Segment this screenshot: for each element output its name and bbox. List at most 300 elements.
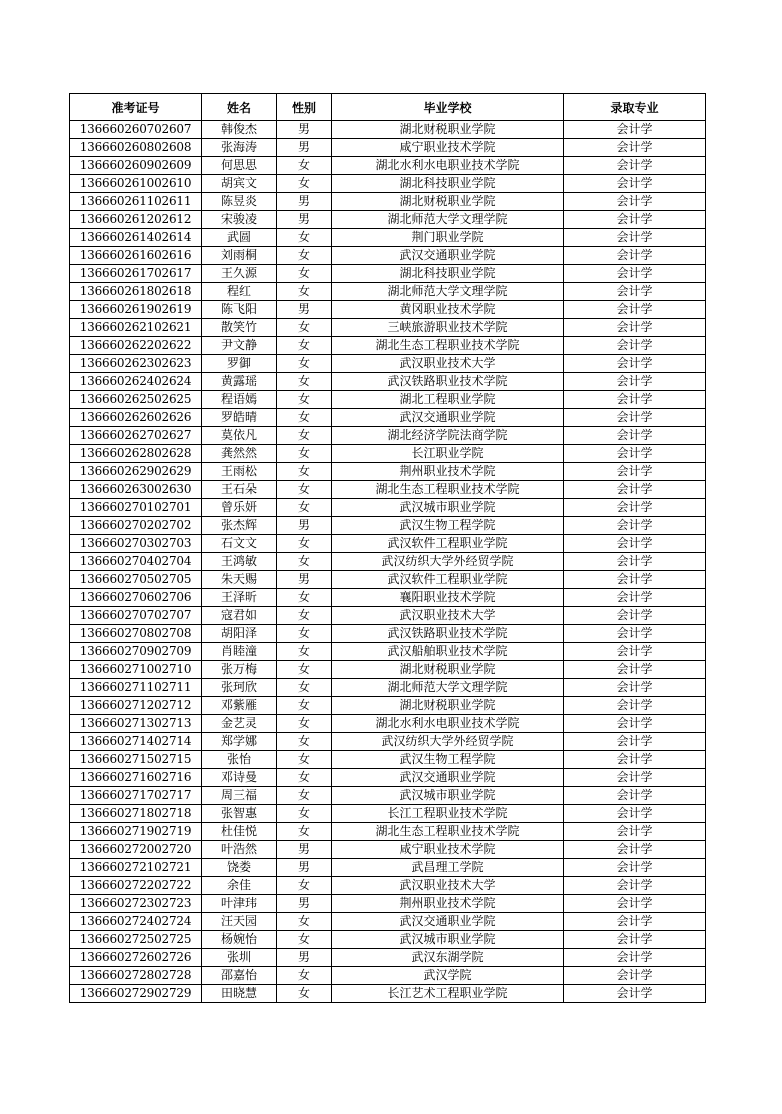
school-cell: 湖北工程职业学院 — [332, 391, 564, 409]
school-cell: 湖北师范大学文理学院 — [332, 283, 564, 301]
major-cell: 会计学 — [564, 481, 706, 499]
name-cell: 王雨松 — [202, 463, 277, 481]
table-row — [70, 463, 706, 481]
exam-id-cell: 136660271002710 — [70, 661, 202, 679]
name-cell: 王石朵 — [202, 481, 277, 499]
name-cell: 胡宾文 — [202, 175, 277, 193]
name-cell: 石文文 — [202, 535, 277, 553]
school-cell: 湖北师范大学文理学院 — [332, 211, 564, 229]
table-row — [70, 769, 706, 787]
gender-cell: 男 — [277, 517, 332, 535]
gender-cell: 女 — [277, 643, 332, 661]
exam-id-cell: 136660270302703 — [70, 535, 202, 553]
name-cell: 胡阳泽 — [202, 625, 277, 643]
table-row — [70, 301, 706, 319]
table-row — [70, 625, 706, 643]
gender-cell: 男 — [277, 139, 332, 157]
school-cell: 三峡旅游职业技术学院 — [332, 319, 564, 337]
exam-id-cell: 136660271902719 — [70, 823, 202, 841]
exam-id-cell: 136660262802628 — [70, 445, 202, 463]
name-cell: 罗御 — [202, 355, 277, 373]
gender-cell: 女 — [277, 229, 332, 247]
major-cell: 会计学 — [564, 139, 706, 157]
major-cell: 会计学 — [564, 949, 706, 967]
exam-id-cell: 136660271502715 — [70, 751, 202, 769]
table-row — [70, 949, 706, 967]
school-cell: 武汉交通职业学院 — [332, 769, 564, 787]
exam-id-cell: 136660271102711 — [70, 679, 202, 697]
exam-id-cell: 136660272302723 — [70, 895, 202, 913]
name-cell: 张珂欣 — [202, 679, 277, 697]
name-cell: 王鸿敏 — [202, 553, 277, 571]
exam-id-cell: 136660261602616 — [70, 247, 202, 265]
name-cell: 莫依凡 — [202, 427, 277, 445]
major-cell: 会计学 — [564, 265, 706, 283]
gender-cell: 女 — [277, 445, 332, 463]
school-cell: 武汉纺织大学外经贸学院 — [332, 553, 564, 571]
name-cell: 寇君如 — [202, 607, 277, 625]
name-cell: 张海涛 — [202, 139, 277, 157]
name-cell: 韩俊杰 — [202, 121, 277, 139]
table-row — [70, 895, 706, 913]
school-cell: 湖北水利水电职业技术学院 — [332, 715, 564, 733]
major-cell: 会计学 — [564, 877, 706, 895]
table-row — [70, 805, 706, 823]
gender-cell: 女 — [277, 805, 332, 823]
name-cell: 程红 — [202, 283, 277, 301]
name-cell: 何思思 — [202, 157, 277, 175]
major-cell: 会计学 — [564, 535, 706, 553]
exam-id-cell: 136660272402724 — [70, 913, 202, 931]
school-cell: 荆州职业技术学院 — [332, 463, 564, 481]
school-cell: 湖北财税职业学院 — [332, 121, 564, 139]
school-cell: 武昌理工学院 — [332, 859, 564, 877]
name-cell: 龚然然 — [202, 445, 277, 463]
name-cell: 邵嘉怡 — [202, 967, 277, 985]
exam-id-cell: 136660270802708 — [70, 625, 202, 643]
gender-cell: 女 — [277, 319, 332, 337]
gender-cell: 女 — [277, 157, 332, 175]
name-cell: 张智惠 — [202, 805, 277, 823]
exam-id-cell: 136660262902629 — [70, 463, 202, 481]
table-row — [70, 517, 706, 535]
table-row — [70, 139, 706, 157]
admission-list — [69, 93, 705, 1003]
name-cell: 程语嫣 — [202, 391, 277, 409]
exam-id-cell: 136660271702717 — [70, 787, 202, 805]
table-row — [70, 553, 706, 571]
table-row — [70, 121, 706, 139]
major-cell: 会计学 — [564, 445, 706, 463]
exam-id-cell: 136660261102611 — [70, 193, 202, 211]
school-cell: 武汉船舶职业技术学院 — [332, 643, 564, 661]
school-cell: 武汉东湖学院 — [332, 949, 564, 967]
name-cell: 张怡 — [202, 751, 277, 769]
school-cell: 武汉职业技术大学 — [332, 355, 564, 373]
major-cell: 会计学 — [564, 913, 706, 931]
school-cell: 湖北科技职业学院 — [332, 265, 564, 283]
name-cell: 黄露瑶 — [202, 373, 277, 391]
school-cell: 咸宁职业技术学院 — [332, 139, 564, 157]
name-cell: 刘雨桐 — [202, 247, 277, 265]
table-row — [70, 913, 706, 931]
school-cell: 湖北生态工程职业技术学院 — [332, 337, 564, 355]
table-row — [70, 715, 706, 733]
gender-cell: 女 — [277, 265, 332, 283]
exam-id-cell: 136660270202702 — [70, 517, 202, 535]
header-row — [70, 94, 706, 121]
exam-id-cell: 136660261202612 — [70, 211, 202, 229]
table-row — [70, 643, 706, 661]
name-cell: 饶娄 — [202, 859, 277, 877]
school-cell: 武汉城市职业学院 — [332, 499, 564, 517]
name-cell: 陈昱炎 — [202, 193, 277, 211]
major-cell: 会计学 — [564, 427, 706, 445]
name-cell: 王泽昕 — [202, 589, 277, 607]
major-cell: 会计学 — [564, 175, 706, 193]
name-cell: 叶浩然 — [202, 841, 277, 859]
major-cell: 会计学 — [564, 643, 706, 661]
gender-cell: 女 — [277, 769, 332, 787]
school-cell: 武汉软件工程职业学院 — [332, 535, 564, 553]
major-cell: 会计学 — [564, 589, 706, 607]
major-cell: 会计学 — [564, 715, 706, 733]
major-cell: 会计学 — [564, 967, 706, 985]
table-row — [70, 967, 706, 985]
gender-cell: 女 — [277, 967, 332, 985]
major-cell: 会计学 — [564, 805, 706, 823]
name-cell: 罗皓晴 — [202, 409, 277, 427]
school-cell: 武汉生物工程学院 — [332, 517, 564, 535]
gender-cell: 女 — [277, 589, 332, 607]
major-cell: 会计学 — [564, 355, 706, 373]
name-cell: 杨婉怡 — [202, 931, 277, 949]
gender-cell: 男 — [277, 121, 332, 139]
gender-cell: 女 — [277, 913, 332, 931]
name-cell: 曾乐妍 — [202, 499, 277, 517]
major-cell: 会计学 — [564, 553, 706, 571]
exam-id-cell: 136660270702707 — [70, 607, 202, 625]
name-cell: 田晓慧 — [202, 985, 277, 1003]
name-cell: 金艺灵 — [202, 715, 277, 733]
gender-cell: 男 — [277, 895, 332, 913]
major-cell: 会计学 — [564, 319, 706, 337]
exam-id-cell: 136660271302713 — [70, 715, 202, 733]
major-cell: 会计学 — [564, 985, 706, 1003]
major-cell: 会计学 — [564, 895, 706, 913]
major-cell: 会计学 — [564, 373, 706, 391]
school-cell: 武汉铁路职业技术学院 — [332, 625, 564, 643]
exam-id-cell: 136660263002630 — [70, 481, 202, 499]
school-cell: 武汉职业技术大学 — [332, 607, 564, 625]
exam-id-cell: 136660262202622 — [70, 337, 202, 355]
school-cell: 湖北财税职业学院 — [332, 697, 564, 715]
school-cell: 湖北师范大学文理学院 — [332, 679, 564, 697]
table-row — [70, 697, 706, 715]
table-row — [70, 175, 706, 193]
major-cell: 会计学 — [564, 157, 706, 175]
gender-cell: 女 — [277, 715, 332, 733]
exam-id-cell: 136660270502705 — [70, 571, 202, 589]
school-cell: 武汉纺织大学外经贸学院 — [332, 733, 564, 751]
exam-id-cell: 136660261402614 — [70, 229, 202, 247]
gender-cell: 男 — [277, 859, 332, 877]
gender-cell: 男 — [277, 193, 332, 211]
school-cell: 长江工程职业技术学院 — [332, 805, 564, 823]
name-cell: 张杰辉 — [202, 517, 277, 535]
exam-id-cell: 136660270902709 — [70, 643, 202, 661]
name-cell: 宋骏凌 — [202, 211, 277, 229]
major-cell: 会计学 — [564, 211, 706, 229]
exam-id-cell: 136660262402624 — [70, 373, 202, 391]
table-row — [70, 409, 706, 427]
table-row — [70, 589, 706, 607]
school-cell: 湖北财税职业学院 — [332, 193, 564, 211]
major-cell: 会计学 — [564, 679, 706, 697]
gender-cell: 女 — [277, 985, 332, 1003]
table-body — [70, 121, 706, 1003]
exam-id-cell: 136660272502725 — [70, 931, 202, 949]
table-row — [70, 265, 706, 283]
name-cell: 武圆 — [202, 229, 277, 247]
exam-id-cell: 136660270102701 — [70, 499, 202, 517]
school-cell: 湖北水利水电职业技术学院 — [332, 157, 564, 175]
gender-cell: 女 — [277, 535, 332, 553]
exam-id-cell: 136660261902619 — [70, 301, 202, 319]
major-cell: 会计学 — [564, 769, 706, 787]
exam-id-cell: 136660262602626 — [70, 409, 202, 427]
table-row — [70, 787, 706, 805]
table-row — [70, 337, 706, 355]
major-cell: 会计学 — [564, 409, 706, 427]
gender-cell: 女 — [277, 499, 332, 517]
table-row — [70, 373, 706, 391]
gender-cell: 女 — [277, 877, 332, 895]
name-cell: 周三福 — [202, 787, 277, 805]
major-cell: 会计学 — [564, 121, 706, 139]
school-cell: 长江职业学院 — [332, 445, 564, 463]
school-cell: 武汉交通职业学院 — [332, 247, 564, 265]
major-cell: 会计学 — [564, 697, 706, 715]
school-cell: 武汉职业技术大学 — [332, 877, 564, 895]
exam-id-cell: 136660260902609 — [70, 157, 202, 175]
major-cell: 会计学 — [564, 499, 706, 517]
table-row — [70, 355, 706, 373]
header-name: 姓名 — [202, 94, 277, 121]
major-cell: 会计学 — [564, 841, 706, 859]
name-cell: 叶津玮 — [202, 895, 277, 913]
gender-cell: 女 — [277, 697, 332, 715]
table-row — [70, 157, 706, 175]
gender-cell: 女 — [277, 733, 332, 751]
name-cell: 余佳 — [202, 877, 277, 895]
gender-cell: 女 — [277, 283, 332, 301]
name-cell: 陈飞阳 — [202, 301, 277, 319]
name-cell: 散笑竹 — [202, 319, 277, 337]
gender-cell: 女 — [277, 787, 332, 805]
exam-id-cell: 136660271202712 — [70, 697, 202, 715]
school-cell: 荆门职业学院 — [332, 229, 564, 247]
gender-cell: 女 — [277, 355, 332, 373]
school-cell: 武汉软件工程职业学院 — [332, 571, 564, 589]
name-cell: 郑学娜 — [202, 733, 277, 751]
school-cell: 武汉学院 — [332, 967, 564, 985]
gender-cell: 男 — [277, 571, 332, 589]
gender-cell: 女 — [277, 607, 332, 625]
exam-id-cell: 136660260802608 — [70, 139, 202, 157]
gender-cell: 女 — [277, 661, 332, 679]
major-cell: 会计学 — [564, 733, 706, 751]
school-cell: 长江艺术工程职业学院 — [332, 985, 564, 1003]
major-cell: 会计学 — [564, 283, 706, 301]
major-cell: 会计学 — [564, 517, 706, 535]
major-cell: 会计学 — [564, 751, 706, 769]
major-cell: 会计学 — [564, 931, 706, 949]
school-cell: 武汉交通职业学院 — [332, 409, 564, 427]
gender-cell: 女 — [277, 427, 332, 445]
table-row — [70, 607, 706, 625]
gender-cell: 女 — [277, 931, 332, 949]
gender-cell: 男 — [277, 301, 332, 319]
major-cell: 会计学 — [564, 661, 706, 679]
school-cell: 湖北科技职业学院 — [332, 175, 564, 193]
school-cell: 襄阳职业技术学院 — [332, 589, 564, 607]
major-cell: 会计学 — [564, 301, 706, 319]
gender-cell: 女 — [277, 751, 332, 769]
gender-cell: 女 — [277, 337, 332, 355]
school-cell: 武汉城市职业学院 — [332, 931, 564, 949]
gender-cell: 女 — [277, 481, 332, 499]
name-cell: 张万梅 — [202, 661, 277, 679]
school-cell: 湖北财税职业学院 — [332, 661, 564, 679]
gender-cell: 男 — [277, 841, 332, 859]
name-cell: 邓紫雁 — [202, 697, 277, 715]
gender-cell: 男 — [277, 949, 332, 967]
gender-cell: 女 — [277, 553, 332, 571]
exam-id-cell: 136660261702617 — [70, 265, 202, 283]
school-cell: 武汉铁路职业技术学院 — [332, 373, 564, 391]
table-row — [70, 481, 706, 499]
table-row — [70, 931, 706, 949]
exam-id-cell: 136660272802728 — [70, 967, 202, 985]
gender-cell: 女 — [277, 247, 332, 265]
admission-table — [69, 93, 706, 1003]
table-row — [70, 571, 706, 589]
gender-cell: 女 — [277, 463, 332, 481]
table-row — [70, 427, 706, 445]
gender-cell: 女 — [277, 823, 332, 841]
table-row — [70, 679, 706, 697]
header-school: 毕业学校 — [332, 94, 564, 121]
major-cell: 会计学 — [564, 571, 706, 589]
name-cell: 邓诗曼 — [202, 769, 277, 787]
school-cell: 咸宁职业技术学院 — [332, 841, 564, 859]
school-cell: 荆州职业技术学院 — [332, 895, 564, 913]
exam-id-cell: 136660272602726 — [70, 949, 202, 967]
school-cell: 湖北生态工程职业技术学院 — [332, 823, 564, 841]
name-cell: 尹文静 — [202, 337, 277, 355]
exam-id-cell: 136660272202722 — [70, 877, 202, 895]
table-row — [70, 283, 706, 301]
table-row — [70, 229, 706, 247]
school-cell: 黄冈职业技术学院 — [332, 301, 564, 319]
exam-id-cell: 136660262302623 — [70, 355, 202, 373]
name-cell: 朱天赐 — [202, 571, 277, 589]
exam-id-cell: 136660272002720 — [70, 841, 202, 859]
exam-id-cell: 136660262702627 — [70, 427, 202, 445]
major-cell: 会计学 — [564, 229, 706, 247]
school-cell: 湖北经济学院法商学院 — [332, 427, 564, 445]
gender-cell: 女 — [277, 373, 332, 391]
school-cell: 武汉生物工程学院 — [332, 751, 564, 769]
school-cell: 武汉交通职业学院 — [332, 913, 564, 931]
table-row — [70, 985, 706, 1003]
table-row — [70, 859, 706, 877]
major-cell: 会计学 — [564, 607, 706, 625]
gender-cell: 男 — [277, 211, 332, 229]
major-cell: 会计学 — [564, 859, 706, 877]
exam-id-cell: 136660261002610 — [70, 175, 202, 193]
major-cell: 会计学 — [564, 625, 706, 643]
name-cell: 汪天园 — [202, 913, 277, 931]
exam-id-cell: 136660262502625 — [70, 391, 202, 409]
table-row — [70, 841, 706, 859]
major-cell: 会计学 — [564, 823, 706, 841]
table-row — [70, 445, 706, 463]
name-cell: 杜佳悦 — [202, 823, 277, 841]
table-row — [70, 193, 706, 211]
exam-id-cell: 136660270402704 — [70, 553, 202, 571]
name-cell: 张圳 — [202, 949, 277, 967]
exam-id-cell: 136660262102621 — [70, 319, 202, 337]
exam-id-cell: 136660260702607 — [70, 121, 202, 139]
school-cell: 武汉城市职业学院 — [332, 787, 564, 805]
major-cell: 会计学 — [564, 391, 706, 409]
header-major: 录取专业 — [564, 94, 706, 121]
exam-id-cell: 136660261802618 — [70, 283, 202, 301]
major-cell: 会计学 — [564, 463, 706, 481]
exam-id-cell: 136660271602716 — [70, 769, 202, 787]
gender-cell: 女 — [277, 625, 332, 643]
gender-cell: 女 — [277, 175, 332, 193]
table-row — [70, 247, 706, 265]
table-row — [70, 733, 706, 751]
table-row — [70, 661, 706, 679]
exam-id-cell: 136660270602706 — [70, 589, 202, 607]
header-gender: 性别 — [277, 94, 332, 121]
gender-cell: 女 — [277, 409, 332, 427]
major-cell: 会计学 — [564, 787, 706, 805]
table-row — [70, 499, 706, 517]
major-cell: 会计学 — [564, 193, 706, 211]
table-row — [70, 211, 706, 229]
school-cell: 湖北生态工程职业技术学院 — [332, 481, 564, 499]
gender-cell: 女 — [277, 391, 332, 409]
table-row — [70, 319, 706, 337]
table-row — [70, 535, 706, 553]
table-row — [70, 877, 706, 895]
table-row — [70, 391, 706, 409]
exam-id-cell: 136660271802718 — [70, 805, 202, 823]
major-cell: 会计学 — [564, 337, 706, 355]
exam-id-cell: 136660272902729 — [70, 985, 202, 1003]
gender-cell: 女 — [277, 679, 332, 697]
name-cell: 肖睦潼 — [202, 643, 277, 661]
table-row — [70, 823, 706, 841]
name-cell: 王久源 — [202, 265, 277, 283]
exam-id-cell: 136660271402714 — [70, 733, 202, 751]
table-row — [70, 751, 706, 769]
